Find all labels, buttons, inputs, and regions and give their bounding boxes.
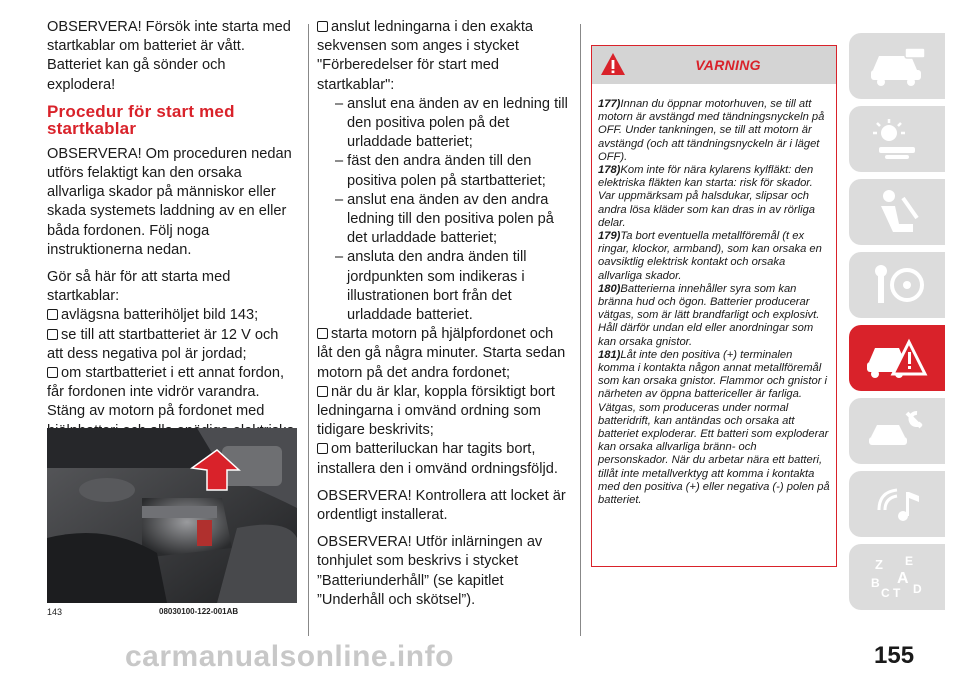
svg-text:D: D [913, 582, 922, 596]
list-item: om startbatteriet i ett annat fordon, får fordonen inte vidrör varandra. Stäng av motorn på fordonet med [47, 365, 285, 420]
caution-paragraph-2: OBSERVERA! Om proceduren nedan utförs felaktigt kan den orsaka allvarliga skador på människor eller skada systemets laddning av en eller båda fordonen. Följ noga instruktionerna nedan. [47, 145, 292, 258]
sub-list-item: – anslut ena änden av en ledning till den positiva polen på det urladdade batteriet; [335, 95, 568, 151]
column-left [47, 18, 297, 460]
battery-photo [47, 428, 297, 603]
svg-text:C: C [881, 586, 890, 600]
warning-header [592, 46, 836, 84]
tab-maintenance[interactable] [849, 398, 945, 464]
figure-number: 143 [47, 607, 63, 617]
warning-body [592, 84, 836, 507]
tab-index[interactable] [849, 544, 945, 610]
key-steering-icon [867, 261, 927, 309]
list-item: anslut ledningarna i den exakta sekvensen som anges i stycket "Förberedelser för start med startkablar": [317, 19, 534, 93]
checkbox-bullet-icon [317, 386, 328, 397]
list-item: se till att startbatteriet är 12 V och att dess negativa pol är jordad; [47, 326, 279, 362]
multimedia-icon [867, 480, 927, 528]
column-middle [317, 18, 569, 618]
warning-title: VARNING [695, 57, 761, 73]
wrench-car-icon [867, 407, 927, 455]
svg-text:B: B [871, 576, 880, 590]
list-item: avlägsna batterihöljet bild 143; [47, 306, 297, 325]
tab-knowing-car[interactable] [849, 33, 945, 99]
warning-item: 180)Batterierna innehåller syra som kan bränna hud och ögon. Batterier producerar vätgas, som är lätt brandfarligt och explosivt. Håll därför undan eld eller anordningar som kan orsaka gnistor. [598, 282, 820, 348]
emergency-breakdown-icon [865, 334, 929, 382]
car-dashboard-icon [867, 44, 927, 88]
column-divider [580, 24, 581, 636]
checkbox-bullet-icon [317, 443, 328, 454]
caution-paragraph-3: OBSERVERA! Kontrollera att locket är ordentligt installerat. [317, 487, 566, 524]
tab-warning-lights[interactable] [849, 106, 945, 172]
tab-emergency[interactable] [849, 325, 945, 391]
sub-list-item: – anslut ena änden av den andra ledning till den positiva polen på det urladdade batteriet; [335, 191, 554, 247]
page-number: 155 [874, 642, 915, 669]
tab-multimedia[interactable] [849, 471, 945, 537]
tab-safety[interactable] [849, 179, 945, 245]
checkbox-bullet-icon [47, 367, 58, 378]
caution-paragraph-4: OBSERVERA! Utför inlärningen av tonhjulet som beskrivs i stycket ”Batteriunderhåll” (se kapitlet ”Underhåll och skötsel”). [317, 534, 543, 608]
sub-list-item: – fäst den andra änden till den positiva polen på startbatteriet; [335, 153, 546, 189]
figure-code: 08030100-122-001AB [159, 607, 239, 616]
column-divider [308, 24, 309, 636]
checkbox-bullet-icon [47, 329, 58, 340]
sub-list-item: – ansluta den andra änden till jordpunkten som indikeras i illustrationen bort från det urladdade batteriet. [335, 249, 527, 324]
svg-text:E: E [905, 554, 914, 568]
warning-lights-icon [867, 117, 927, 161]
watermark: carmanualsonline.info [125, 640, 454, 673]
list-item: starta motorn på hjälpfordonet och låt den gå några minuter. Starta sedan motorn på det andra fordonet; [317, 326, 566, 381]
list-item: när du är klar, koppla försiktigt bort ledningarna i omvänd ordning som tidigare beskrivits; [317, 383, 555, 439]
svg-text:Z: Z [875, 557, 883, 572]
checkbox-bullet-icon [47, 309, 58, 320]
svg-text:T: T [893, 586, 901, 600]
warning-item: 177)Innan du öppnar motorhuven, se till att motorn är avstängd med tändningsnyckeln på OFF. Under tankningen, se till att motorn är avstängd (och att tändningsnyckeln är i läget OFF). [598, 98, 825, 163]
warning-item: 179)Ta bort eventuella metallföremål (t ex ringar, klockor, armband), som kan orsaka en oavsiktlig elektrisk kontakt och orsaka allvarliga skador. [598, 230, 822, 282]
warning-box [591, 45, 837, 567]
checkbox-bullet-icon [317, 21, 328, 32]
svg-text:A: A [897, 570, 909, 587]
chapter-tabs [849, 33, 945, 617]
tab-starting-driving[interactable] [849, 252, 945, 318]
checkbox-bullet-icon [317, 328, 328, 339]
caution-paragraph: OBSERVERA! Försök inte starta med startkablar om batteriet är vått. Batteriet kan gå sönder och explodera! [47, 19, 291, 93]
intro-paragraph: Gör så här för att starta med startkablar: [47, 269, 231, 305]
warning-item: 181)Låt inte den positiva (+) terminalen komma i kontakta någon annat metallföremål som kan orsaka gnistor. Flammor och gnistor i närheten av öppna battericeller är farliga. Vätgas, som produceras under normal batteridrift, kan antändas och orsaka att batteriet exploderar. Ett batteri som exploderar kan orsaka allvarliga bränn- och personskador. När du arbetar nära ett batteri, tillåt inte metallverktyg att komma i kontakta med den positiva (+) eller negativa (-) polen på batteriet. [598, 348, 830, 507]
alphabetical-index-icon [867, 553, 927, 601]
list-item: om batteriluckan har tagits bort, installera den i omvänd ordningsföljd. [317, 441, 558, 477]
seat-safety-icon [867, 188, 927, 236]
section-heading: Procedur för start med startkablar [47, 101, 235, 138]
warning-item: 178)Kom inte för nära kylarens kylfläkt: den elektriska fläkten kan starta: risk för skador. Var uppmärksam på halsdukar, slipsar och andra lösa kläder som kan dras in av rörliga delar. [598, 164, 816, 229]
engine-bay-illustration [47, 428, 297, 603]
